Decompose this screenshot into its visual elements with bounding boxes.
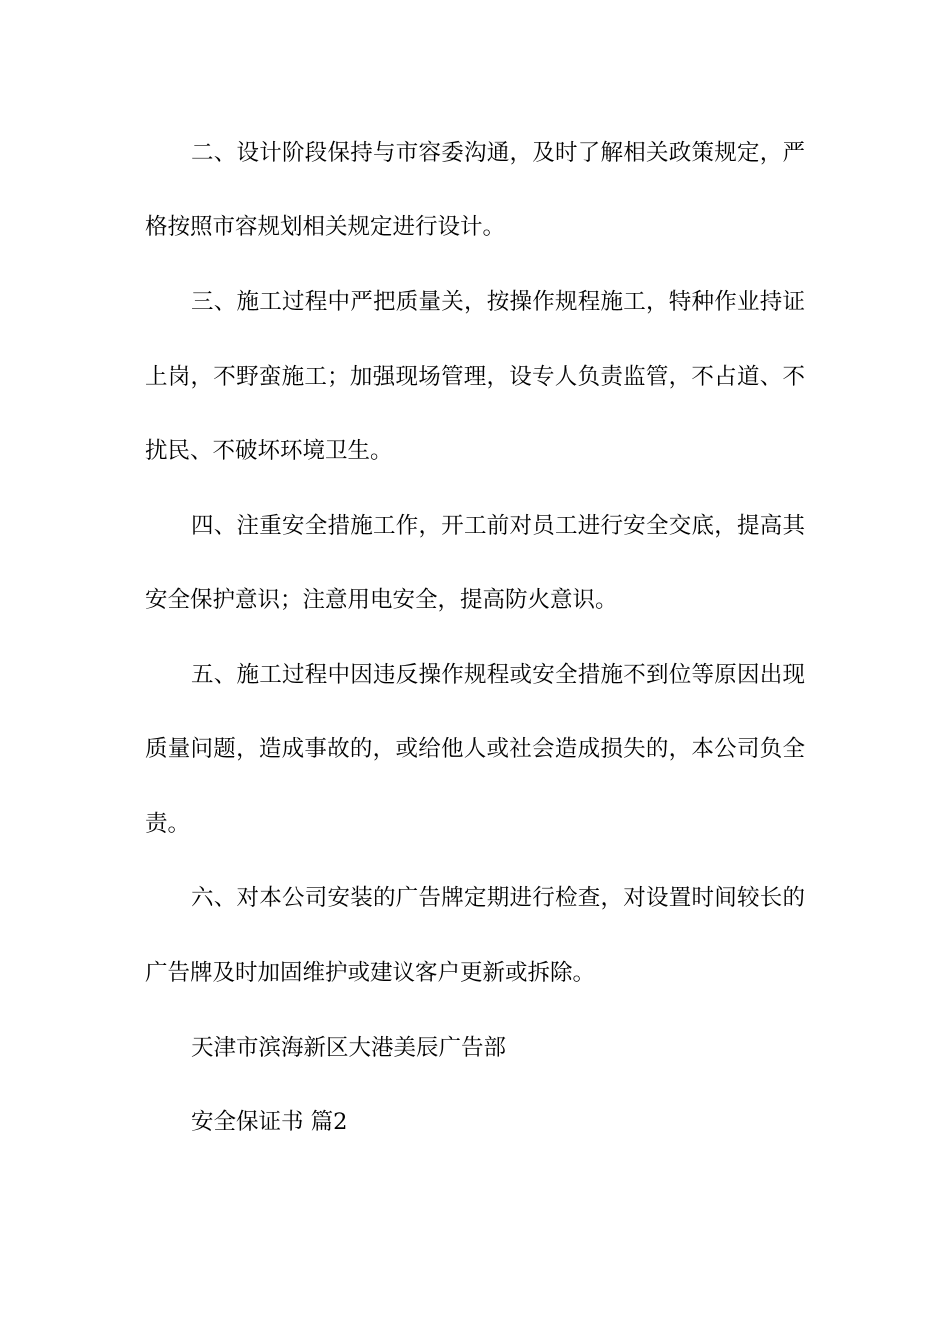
paragraph-3-line-3: 扰民、不破坏环境卫生。	[145, 438, 393, 464]
paragraph-2-line-1: 二、设计阶段保持与市容委沟通，及时了解相关政策规定，严	[191, 140, 805, 166]
paragraph-3-line-1: 三、施工过程中严把质量关，按操作规程施工，特种作业持证	[191, 289, 805, 315]
paragraph-5-line-1: 五、施工过程中因违反操作规程或安全措施不到位等原因出现	[191, 662, 805, 688]
paragraph-6-line-2: 广告牌及时加固维护或建议客户更新或拆除。	[145, 960, 596, 986]
paragraph-4-line-1: 四、注重安全措施工作，开工前对员工进行安全交底，提高其	[191, 513, 805, 539]
company-signature: 天津市滨海新区大港美辰广告部	[191, 1035, 507, 1061]
paragraph-2-line-2: 格按照市容规划相关规定进行设计。	[145, 214, 506, 240]
paragraph-5-line-3: 责。	[145, 811, 191, 837]
paragraph-4-line-2: 安全保护意识；注意用电安全，提高防火意识。	[145, 587, 618, 613]
section-heading: 安全保证书 篇2	[191, 1109, 348, 1135]
paragraph-6-line-1: 六、对本公司安装的广告牌定期进行检查，对设置时间较长的	[191, 885, 805, 911]
paragraph-5-line-2: 质量问题，造成事故的，或给他人或社会造成损失的，本公司负全	[145, 736, 805, 762]
paragraph-3-line-2: 上岗，不野蛮施工；加强现场管理，设专人负责监管，不占道、不	[145, 364, 805, 390]
